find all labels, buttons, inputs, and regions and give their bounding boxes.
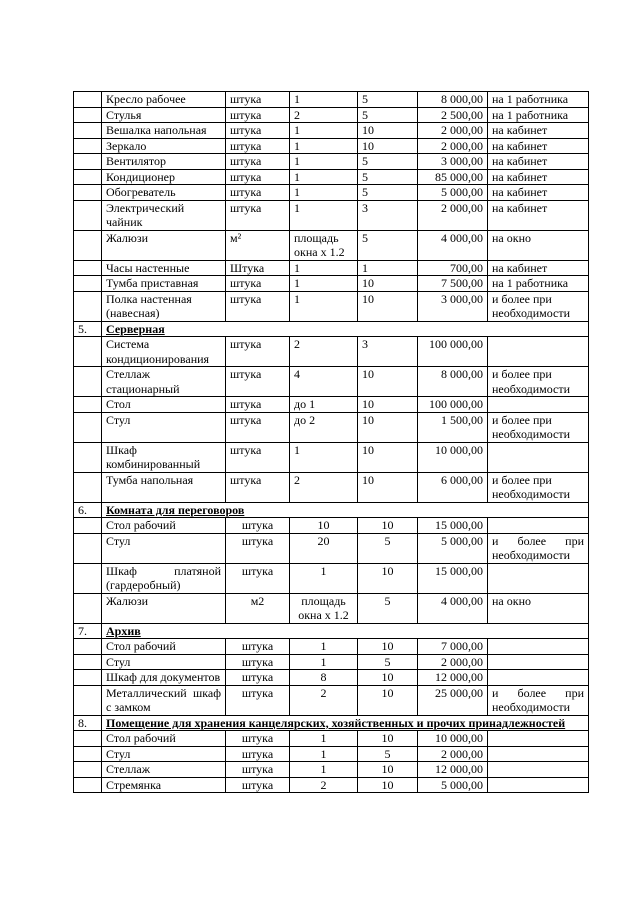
table-row xyxy=(74,138,589,154)
note-cell: на кабинет xyxy=(488,154,589,170)
quantity-cell: 1 xyxy=(290,92,358,108)
section-number-cell: 6. xyxy=(74,502,102,518)
service-years-cell: 5 xyxy=(358,593,418,623)
note-cell xyxy=(488,762,589,778)
unit-cell: штука xyxy=(226,154,290,170)
unit-cell: штука xyxy=(226,92,290,108)
unit-cell: штука xyxy=(226,563,290,593)
unit-cell: штука xyxy=(226,337,290,367)
note-cell xyxy=(488,639,589,655)
quantity-cell: 1 xyxy=(290,639,358,655)
note-cell: на 1 работника xyxy=(488,107,589,123)
row-number-cell xyxy=(74,685,102,715)
price-cell: 10 000,00 xyxy=(418,731,488,747)
item-name-cell: Стол xyxy=(102,397,226,413)
service-years-cell: 10 xyxy=(358,518,418,534)
table-row xyxy=(74,230,589,260)
item-name-cell: Полка настенная (навесная) xyxy=(102,291,226,321)
unit-cell: м² xyxy=(226,230,290,260)
row-number-cell xyxy=(74,731,102,747)
note-cell: на кабинет xyxy=(488,138,589,154)
table-row xyxy=(74,639,589,655)
table-row xyxy=(74,276,589,292)
row-number-cell xyxy=(74,107,102,123)
quantity-cell: 10 xyxy=(290,518,358,534)
unit-cell: штука xyxy=(226,107,290,123)
quantity-cell: 1 xyxy=(290,563,358,593)
table-row xyxy=(74,185,589,201)
row-number-cell xyxy=(74,92,102,108)
row-number-cell xyxy=(74,230,102,260)
note-cell xyxy=(488,746,589,762)
price-cell: 4 000,00 xyxy=(418,230,488,260)
table-row xyxy=(74,777,589,793)
item-name-cell: Тумба напольная xyxy=(102,472,226,502)
service-years-cell: 10 xyxy=(358,563,418,593)
note-cell xyxy=(488,777,589,793)
service-years-cell: 10 xyxy=(358,397,418,413)
row-number-cell xyxy=(74,639,102,655)
price-cell: 8 000,00 xyxy=(418,92,488,108)
table-row xyxy=(74,654,589,670)
service-years-cell: 5 xyxy=(358,154,418,170)
price-cell: 2 000,00 xyxy=(418,200,488,230)
service-years-cell: 10 xyxy=(358,291,418,321)
section-header-row xyxy=(74,502,589,518)
furniture-norms-table xyxy=(73,91,589,793)
section-title-cell: Архив xyxy=(102,623,589,639)
unit-cell: штука xyxy=(226,762,290,778)
quantity-cell: 1 xyxy=(290,200,358,230)
unit-cell: штука xyxy=(226,138,290,154)
unit-cell: штука xyxy=(226,123,290,139)
item-name-cell: Вентилятор xyxy=(102,154,226,170)
price-cell: 7 500,00 xyxy=(418,276,488,292)
note-cell: на кабинет xyxy=(488,123,589,139)
row-number-cell xyxy=(74,123,102,139)
price-cell: 2 500,00 xyxy=(418,107,488,123)
item-name-cell: Стул xyxy=(102,412,226,442)
unit-cell: штука xyxy=(226,185,290,201)
service-years-cell: 10 xyxy=(358,731,418,747)
service-years-cell: 5 xyxy=(358,533,418,563)
table-row xyxy=(74,518,589,534)
note-cell: и более при необходимости xyxy=(488,412,589,442)
table-row xyxy=(74,472,589,502)
quantity-cell: 1 xyxy=(290,442,358,472)
table-row xyxy=(74,533,589,563)
table-row xyxy=(74,200,589,230)
row-number-cell xyxy=(74,200,102,230)
section-title-cell: Серверная xyxy=(102,321,589,337)
quantity-cell: площадь окна х 1.2 xyxy=(290,230,358,260)
table-body xyxy=(74,92,589,793)
item-name-cell: Кресло рабочее xyxy=(102,92,226,108)
unit-cell: штука xyxy=(226,397,290,413)
price-cell: 700,00 xyxy=(418,260,488,276)
row-number-cell xyxy=(74,185,102,201)
quantity-cell: 8 xyxy=(290,670,358,686)
table-row xyxy=(74,291,589,321)
table-row xyxy=(74,169,589,185)
item-name-cell: Стол рабочий xyxy=(102,518,226,534)
item-name-cell: Зеркало xyxy=(102,138,226,154)
service-years-cell: 5 xyxy=(358,169,418,185)
item-name-cell: Обогреватель xyxy=(102,185,226,201)
price-cell: 5 000,00 xyxy=(418,533,488,563)
unit-cell: штука xyxy=(226,518,290,534)
service-years-cell: 10 xyxy=(358,412,418,442)
service-years-cell: 5 xyxy=(358,107,418,123)
note-cell xyxy=(488,670,589,686)
table-row xyxy=(74,367,589,397)
price-cell: 5 000,00 xyxy=(418,777,488,793)
unit-cell: штука xyxy=(226,291,290,321)
item-name-cell: Стремянка xyxy=(102,777,226,793)
service-years-cell: 10 xyxy=(358,777,418,793)
service-years-cell: 1 xyxy=(358,260,418,276)
note-cell: и более при необходимости xyxy=(488,472,589,502)
table-row xyxy=(74,154,589,170)
service-years-cell: 5 xyxy=(358,185,418,201)
note-cell xyxy=(488,518,589,534)
item-name-cell: Вешалка напольная xyxy=(102,123,226,139)
service-years-cell: 10 xyxy=(358,138,418,154)
item-name-cell: Жалюзи xyxy=(102,230,226,260)
note-cell: на кабинет xyxy=(488,260,589,276)
quantity-cell: 1 xyxy=(290,276,358,292)
table-row xyxy=(74,746,589,762)
note-cell xyxy=(488,563,589,593)
table-row xyxy=(74,92,589,108)
quantity-cell: 2 xyxy=(290,337,358,367)
unit-cell: штука xyxy=(226,731,290,747)
row-number-cell xyxy=(74,593,102,623)
price-cell: 100 000,00 xyxy=(418,397,488,413)
row-number-cell xyxy=(74,654,102,670)
quantity-cell: 1 xyxy=(290,154,358,170)
service-years-cell: 10 xyxy=(358,367,418,397)
item-name-cell: Шкаф комбинированный xyxy=(102,442,226,472)
service-years-cell: 10 xyxy=(358,472,418,502)
table-row xyxy=(74,593,589,623)
price-cell: 6 000,00 xyxy=(418,472,488,502)
quantity-cell: 1 xyxy=(290,654,358,670)
item-name-cell: Стол рабочий xyxy=(102,639,226,655)
row-number-cell xyxy=(74,138,102,154)
service-years-cell: 10 xyxy=(358,442,418,472)
row-number-cell xyxy=(74,412,102,442)
unit-cell: штука xyxy=(226,777,290,793)
row-number-cell xyxy=(74,337,102,367)
row-number-cell xyxy=(74,260,102,276)
service-years-cell: 5 xyxy=(358,230,418,260)
unit-cell: штука xyxy=(226,746,290,762)
quantity-cell: до 2 xyxy=(290,412,358,442)
quantity-cell: до 1 xyxy=(290,397,358,413)
unit-cell: штука xyxy=(226,639,290,655)
price-cell: 15 000,00 xyxy=(418,563,488,593)
section-title-cell: Комната для переговоров xyxy=(102,502,589,518)
quantity-cell: 1 xyxy=(290,746,358,762)
row-number-cell xyxy=(74,154,102,170)
item-name-cell: Стул xyxy=(102,746,226,762)
quantity-cell: 2 xyxy=(290,685,358,715)
note-cell xyxy=(488,654,589,670)
price-cell: 100 000,00 xyxy=(418,337,488,367)
item-name-cell: Жалюзи xyxy=(102,593,226,623)
row-number-cell xyxy=(74,291,102,321)
table-row xyxy=(74,563,589,593)
quantity-cell: 1 xyxy=(290,123,358,139)
price-cell: 2 000,00 xyxy=(418,123,488,139)
table-row xyxy=(74,442,589,472)
service-years-cell: 10 xyxy=(358,276,418,292)
note-cell: и более при необходимости xyxy=(488,685,589,715)
price-cell: 3 000,00 xyxy=(418,154,488,170)
price-cell: 7 000,00 xyxy=(418,639,488,655)
service-years-cell: 10 xyxy=(358,123,418,139)
table-row xyxy=(74,670,589,686)
service-years-cell: 10 xyxy=(358,670,418,686)
service-years-cell: 5 xyxy=(358,654,418,670)
item-name-cell: Стеллаж стационарный xyxy=(102,367,226,397)
unit-cell: штука xyxy=(226,685,290,715)
table-row xyxy=(74,731,589,747)
unit-cell: штука xyxy=(226,169,290,185)
item-name-cell: Кондиционер xyxy=(102,169,226,185)
price-cell: 4 000,00 xyxy=(418,593,488,623)
row-number-cell xyxy=(74,670,102,686)
unit-cell: штука xyxy=(226,367,290,397)
service-years-cell: 10 xyxy=(358,762,418,778)
service-years-cell: 5 xyxy=(358,746,418,762)
row-number-cell xyxy=(74,472,102,502)
item-name-cell: Система кондиционирования xyxy=(102,337,226,367)
note-cell xyxy=(488,442,589,472)
note-cell: на 1 работника xyxy=(488,276,589,292)
section-number-cell: 5. xyxy=(74,321,102,337)
section-header-row xyxy=(74,623,589,639)
unit-cell: штука xyxy=(226,412,290,442)
note-cell: на кабинет xyxy=(488,169,589,185)
item-name-cell: Шкаф платяной (гардеробный) xyxy=(102,563,226,593)
quantity-cell: 1 xyxy=(290,291,358,321)
quantity-cell: 2 xyxy=(290,107,358,123)
item-name-cell: Шкаф для документов xyxy=(102,670,226,686)
note-cell xyxy=(488,397,589,413)
row-number-cell xyxy=(74,533,102,563)
price-cell: 10 000,00 xyxy=(418,442,488,472)
item-name-cell: Часы настенные xyxy=(102,260,226,276)
row-number-cell xyxy=(74,563,102,593)
quantity-cell: 1 xyxy=(290,260,358,276)
unit-cell: штука xyxy=(226,276,290,292)
price-cell: 25 000,00 xyxy=(418,685,488,715)
quantity-cell: 1 xyxy=(290,169,358,185)
quantity-cell: 1 xyxy=(290,138,358,154)
note-cell xyxy=(488,731,589,747)
note-cell: и более при необходимости xyxy=(488,367,589,397)
quantity-cell: 2 xyxy=(290,472,358,502)
unit-cell: штука xyxy=(226,654,290,670)
document-page xyxy=(73,91,588,793)
quantity-cell: 4 xyxy=(290,367,358,397)
row-number-cell xyxy=(74,777,102,793)
row-number-cell xyxy=(74,397,102,413)
unit-cell: Штука xyxy=(226,260,290,276)
service-years-cell: 3 xyxy=(358,337,418,367)
price-cell: 5 000,00 xyxy=(418,185,488,201)
row-number-cell xyxy=(74,518,102,534)
item-name-cell: Тумба приставная xyxy=(102,276,226,292)
service-years-cell: 3 xyxy=(358,200,418,230)
unit-cell: штука xyxy=(226,200,290,230)
quantity-cell: 2 xyxy=(290,777,358,793)
item-name-cell: Стул xyxy=(102,533,226,563)
section-title-cell: Помещение для хранения канцелярских, хозяйственных и прочих принадлежностей xyxy=(102,715,589,731)
row-number-cell xyxy=(74,746,102,762)
price-cell: 1 500,00 xyxy=(418,412,488,442)
unit-cell: штука xyxy=(226,472,290,502)
price-cell: 8 000,00 xyxy=(418,367,488,397)
item-name-cell: Стеллаж xyxy=(102,762,226,778)
table-row xyxy=(74,685,589,715)
note-cell: на кабинет xyxy=(488,185,589,201)
section-number-cell: 8. xyxy=(74,715,102,731)
service-years-cell: 10 xyxy=(358,685,418,715)
price-cell: 2 000,00 xyxy=(418,746,488,762)
section-number-cell: 7. xyxy=(74,623,102,639)
note-cell: и более при необходимости xyxy=(488,291,589,321)
table-row xyxy=(74,123,589,139)
unit-cell: штука xyxy=(226,533,290,563)
price-cell: 12 000,00 xyxy=(418,762,488,778)
unit-cell: штука xyxy=(226,442,290,472)
row-number-cell xyxy=(74,442,102,472)
price-cell: 3 000,00 xyxy=(418,291,488,321)
table-row xyxy=(74,260,589,276)
table-row xyxy=(74,762,589,778)
quantity-cell: 20 xyxy=(290,533,358,563)
section-header-row xyxy=(74,321,589,337)
table-row xyxy=(74,107,589,123)
table-row xyxy=(74,397,589,413)
row-number-cell xyxy=(74,367,102,397)
item-name-cell: Стулья xyxy=(102,107,226,123)
item-name-cell: Электрический чайник xyxy=(102,200,226,230)
table-row xyxy=(74,337,589,367)
price-cell: 85 000,00 xyxy=(418,169,488,185)
note-cell xyxy=(488,337,589,367)
quantity-cell: площадь окна х 1.2 xyxy=(290,593,358,623)
price-cell: 12 000,00 xyxy=(418,670,488,686)
service-years-cell: 10 xyxy=(358,639,418,655)
row-number-cell xyxy=(74,276,102,292)
table-row xyxy=(74,412,589,442)
note-cell: на окно xyxy=(488,230,589,260)
item-name-cell: Стол рабочий xyxy=(102,731,226,747)
quantity-cell: 1 xyxy=(290,762,358,778)
quantity-cell: 1 xyxy=(290,185,358,201)
note-cell: на окно xyxy=(488,593,589,623)
item-name-cell: Стул xyxy=(102,654,226,670)
section-header-row xyxy=(74,715,589,731)
row-number-cell xyxy=(74,169,102,185)
price-cell: 15 000,00 xyxy=(418,518,488,534)
note-cell: на кабинет xyxy=(488,200,589,230)
item-name-cell: Металлический шкаф с замком xyxy=(102,685,226,715)
unit-cell: м2 xyxy=(226,593,290,623)
unit-cell: штука xyxy=(226,670,290,686)
service-years-cell: 5 xyxy=(358,92,418,108)
note-cell: и более при необходимости xyxy=(488,533,589,563)
note-cell: на 1 работника xyxy=(488,92,589,108)
quantity-cell: 1 xyxy=(290,731,358,747)
row-number-cell xyxy=(74,762,102,778)
price-cell: 2 000,00 xyxy=(418,138,488,154)
price-cell: 2 000,00 xyxy=(418,654,488,670)
